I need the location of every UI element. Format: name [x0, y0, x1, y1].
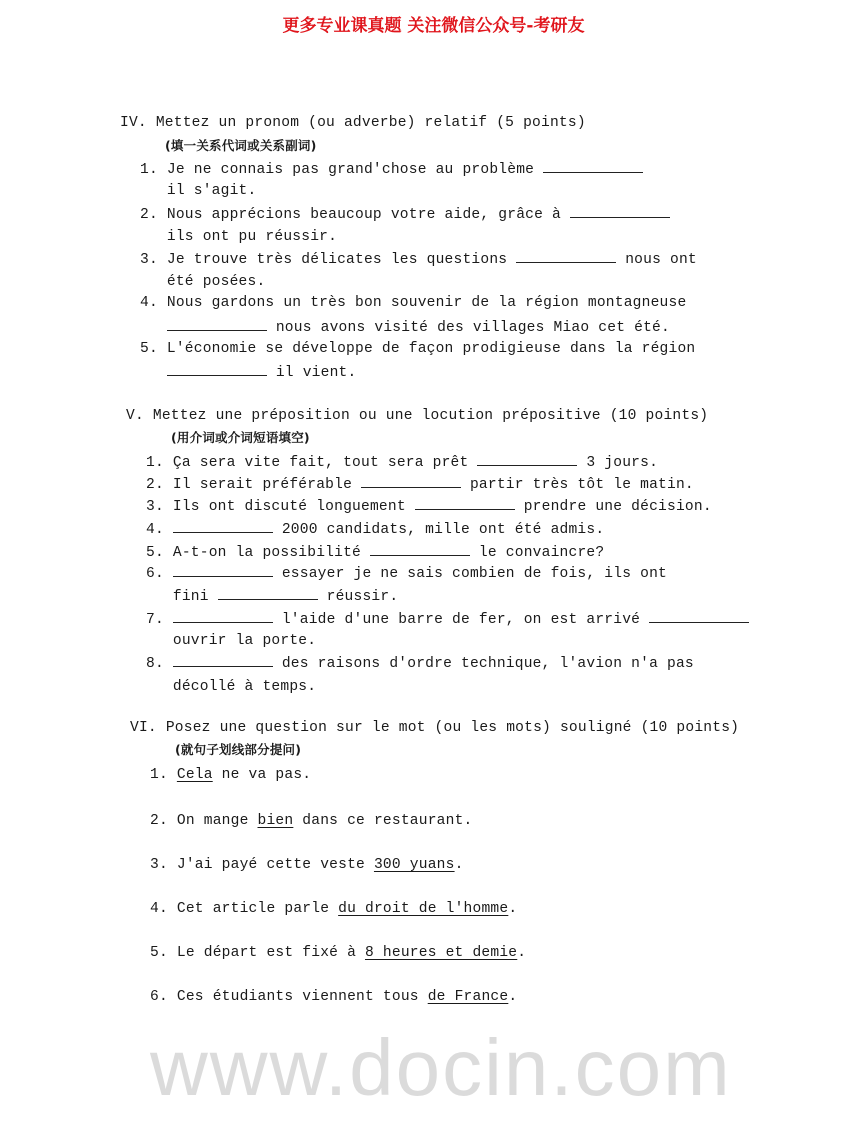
answer-blank: [477, 453, 577, 466]
question-line: [140, 228, 337, 246]
question-line: [140, 182, 256, 200]
question-line: [140, 250, 697, 269]
question-text: fini: [146, 589, 218, 605]
question-text: 2. Nous apprécions beaucoup votre aide, grâce à: [140, 207, 570, 223]
answer-blank: [173, 564, 273, 577]
underlined-phrase: Cela: [176, 767, 213, 783]
question-text: nous ont: [616, 252, 697, 268]
question-line: [140, 294, 686, 312]
question-line: [140, 318, 670, 337]
answer-blank: [173, 520, 273, 533]
question-text: 8.: [146, 656, 173, 672]
question-text: 5. A-t-on la possibilité: [146, 545, 370, 561]
section-subtitle: (填一关系代词或关系副词): [165, 138, 317, 153]
section-subtitle: (用介词或介词短语填空): [171, 430, 310, 445]
underlined-phrase: 300 yuans: [373, 857, 455, 873]
question-line: [146, 678, 316, 696]
answer-blank: [370, 543, 470, 556]
underlined-phrase: 8 heures et demie: [364, 945, 518, 961]
question-line: [150, 944, 526, 962]
question-text: dans ce restaurant.: [293, 813, 473, 829]
question-text: .: [517, 945, 527, 961]
underlined-phrase: bien: [257, 813, 294, 829]
underlined-phrase: de France: [427, 989, 509, 1005]
question-line: [146, 654, 694, 673]
question-line: [150, 988, 517, 1006]
answer-blank: [570, 205, 670, 218]
header-banner: 更多专业课真题 关注微信公众号-考研友: [282, 16, 585, 36]
section-title: VI. Posez une question sur le mot (ou les mots) souligné (10 points): [130, 720, 740, 736]
question-text: 1. Je ne connais pas grand'chose au problème: [140, 162, 544, 178]
question-text: réussir.: [317, 589, 399, 605]
question-text: 7.: [146, 612, 173, 628]
question-line: [140, 273, 265, 291]
question-text: l'aide d'une barre de fer, on est arrivé: [272, 612, 650, 628]
question-text: prendre une décision.: [514, 499, 712, 515]
question-text: des raisons d'ordre technique, l'avion n'a pas: [272, 656, 694, 672]
question-line: [146, 587, 398, 606]
answer-blank: [516, 250, 616, 263]
question-line: [146, 475, 694, 494]
question-text: .: [508, 989, 518, 1005]
section-title: IV. Mettez un pronom (ou adverbe) relatif (5 points): [120, 115, 586, 131]
question-text: .: [508, 901, 518, 917]
question-text: 2. On mange: [150, 813, 258, 829]
question-text: .: [454, 857, 464, 873]
underlined-phrase: du droit de l'homme: [338, 901, 509, 917]
answer-blank: [167, 318, 267, 331]
answer-blank: [167, 363, 267, 376]
question-line: [140, 363, 356, 382]
question-text: 4.: [146, 522, 173, 538]
question-text: ils ont pu réussir.: [140, 229, 338, 245]
question-text: 1.: [150, 767, 177, 783]
question-text: ouvrir la porte.: [146, 633, 317, 649]
section-subtitle: (就句子划线部分提问): [175, 742, 302, 757]
question-line: [146, 610, 749, 629]
question-text: il vient.: [266, 365, 357, 381]
question-text: ne va pas.: [212, 767, 312, 783]
watermark: www.docin.com: [150, 1023, 732, 1112]
question-text: essayer je ne sais combien de fois, ils ont: [272, 566, 668, 582]
question-text: été posées.: [140, 274, 266, 290]
question-text: [140, 365, 167, 381]
question-text: 2. Il serait préférable: [146, 477, 361, 493]
question-text: 3. Je trouve très délicates les questions: [140, 252, 517, 268]
question-line: [150, 900, 517, 918]
answer-blank: [543, 160, 643, 173]
question-text: 3. Ils ont discuté longuement: [146, 499, 415, 515]
question-line: [146, 453, 658, 472]
question-text: 4. Cet article parle: [150, 901, 339, 917]
question-line: [140, 160, 643, 179]
question-line: [146, 564, 667, 583]
question-line: [146, 632, 316, 650]
question-text: 5. L'économie se développe de façon prodigieuse dans la région: [140, 341, 696, 357]
question-text: 6. Ces étudiants viennent tous: [150, 989, 428, 1005]
question-line: [140, 340, 695, 358]
answer-blank: [173, 654, 273, 667]
question-line: [150, 856, 464, 874]
question-text: 3 jours.: [577, 455, 659, 471]
question-text: 4. Nous gardons un très bon souvenir de la région montagneuse: [140, 295, 687, 311]
answer-blank: [173, 610, 273, 623]
answer-blank: [361, 475, 461, 488]
question-text: [140, 320, 167, 336]
question-text: 2000 candidats, mille ont été admis.: [272, 522, 605, 538]
question-line: [146, 520, 604, 539]
question-line: [146, 497, 712, 516]
question-text: nous avons visité des villages Miao cet été.: [266, 320, 670, 336]
question-text: 1. Ça sera vite fait, tout sera prêt: [146, 455, 478, 471]
question-text: partir très tôt le matin.: [460, 477, 694, 493]
question-text: décollé à temps.: [146, 679, 317, 695]
question-line: [140, 205, 670, 224]
question-text: le convaincre?: [469, 545, 605, 561]
question-line: [146, 543, 604, 562]
question-text: 5. Le départ est fixé à: [150, 945, 365, 961]
section-title: V. Mettez une préposition ou une locution prépositive (10 points): [126, 408, 709, 424]
answer-blank: [649, 610, 749, 623]
question-text: 3. J'ai payé cette veste: [150, 857, 374, 873]
answer-blank: [218, 587, 318, 600]
question-text: 6.: [146, 566, 173, 582]
question-line: [150, 812, 473, 830]
question-text: il s'agit.: [140, 183, 257, 199]
answer-blank: [415, 497, 515, 510]
question-line: [150, 766, 311, 784]
